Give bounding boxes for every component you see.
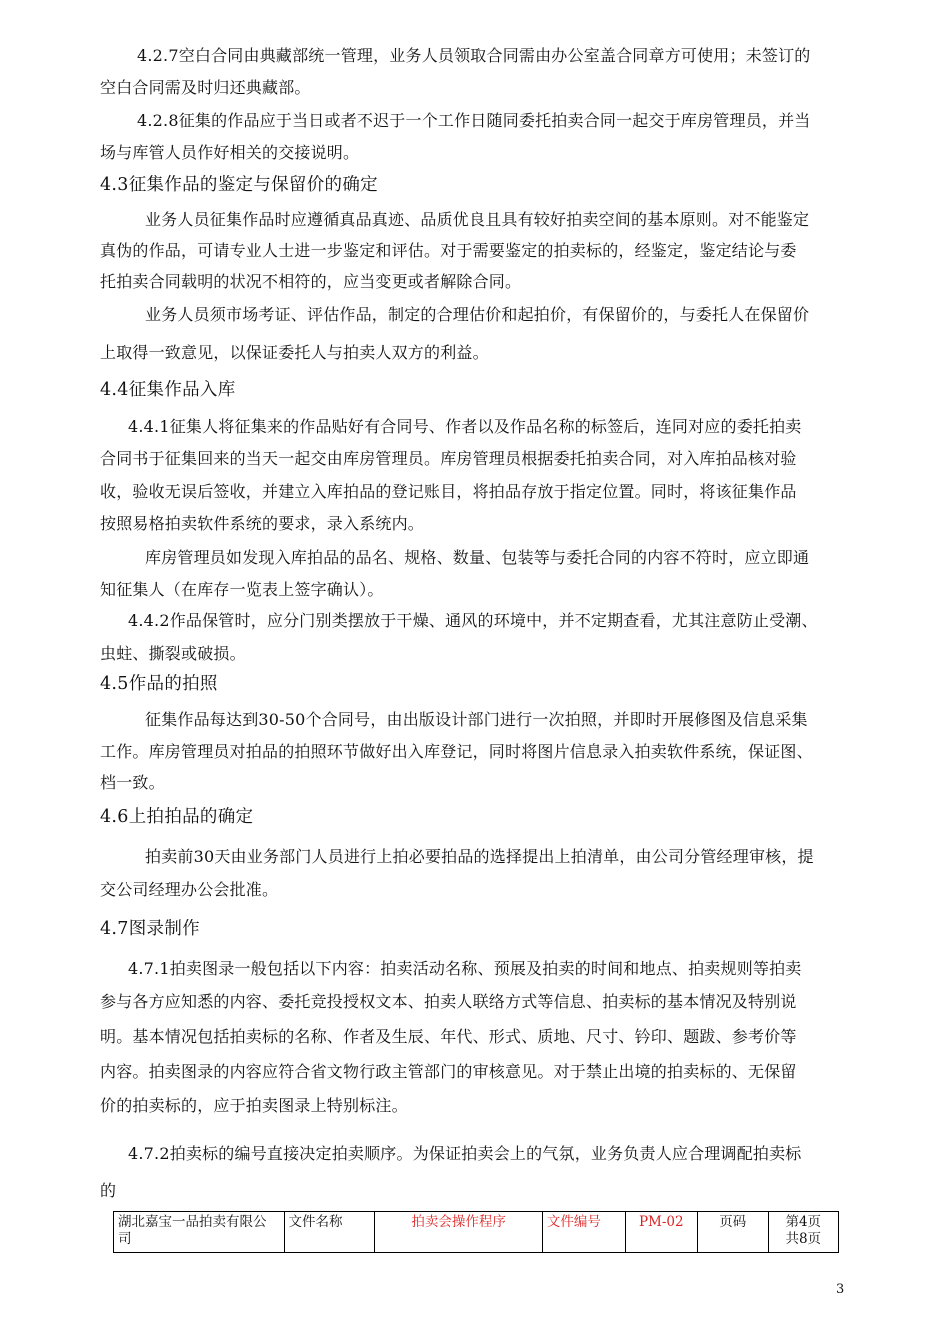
body-line: 上取得一致意见，以保证委托人与拍卖人双方的利益。: [100, 343, 489, 362]
page-number: 3: [836, 1282, 845, 1297]
section-heading: 4.6上拍拍品的确定: [100, 807, 254, 827]
body-line: 内容。拍卖图录的内容应符合省文物行政主管部门的审核意见。对于禁止出境的拍卖标的、无保留: [100, 1062, 797, 1081]
body-line: 4.7.2拍卖标的编号直接决定拍卖顺序。为保证拍卖会上的气氛，业务负责人应合理调配拍卖标: [128, 1144, 802, 1163]
body-line: 业务人员须市场考证、评估作品，制定的合理估价和起拍价，有保留价的，与委托人在保留价: [145, 305, 810, 324]
body-line: 工作。库房管理员对拍品的拍照环节做好出入库登记，同时将图片信息录入拍卖软件系统，保证图、: [100, 742, 813, 761]
body-line: 业务人员征集作品时应遵循真品真迹、品质优良且具有较好拍卖空间的基本原则。对不能鉴定: [145, 210, 810, 229]
section-heading: 4.3征集作品的鉴定与保留价的确定: [100, 175, 378, 195]
page-label: 页码: [698, 1212, 768, 1253]
doc-no-label: 文件编号: [542, 1212, 625, 1253]
body-line: 知征集人（在库存一览表上签字确认）。: [100, 580, 384, 599]
body-line: 托拍卖合同载明的状况不相符的，应当变更或者解除合同。: [100, 272, 522, 291]
company-name: 湖北嘉宝一品拍卖有限公司: [114, 1212, 285, 1253]
body-line: 真伪的作品，可请专业人士进一步鉴定和评估。对于需要鉴定的拍卖标的，经鉴定，鉴定结论与委: [100, 241, 797, 260]
body-line: 空白合同需及时归还典藏部。: [100, 78, 311, 97]
body-line: 档一致。: [100, 773, 165, 792]
body-line: 合同书于征集回来的当天一起交由库房管理员。库房管理员根据委托拍卖合同，对入库拍品核对验: [100, 449, 797, 468]
doc-name-value: 拍卖会操作程序: [375, 1212, 542, 1253]
section-heading: 4.5作品的拍照: [100, 674, 218, 694]
section-heading: 4.7图录制作: [100, 919, 200, 939]
page-info: [768, 1212, 839, 1253]
page-total: 共8页: [785, 1231, 822, 1247]
body-line: 场与库管人员作好相关的交接说明。: [100, 143, 360, 162]
body-line: 按照易格拍卖软件系统的要求，录入系统内。: [100, 514, 425, 533]
body-line: 的: [100, 1181, 117, 1200]
body-line: 4.4.1征集人将征集来的作品贴好有合同号、作者以及作品名称的标签后，连同对应的委托拍卖: [128, 417, 802, 436]
body-line: 4.4.2作品保管时，应分门别类摆放于干燥、通风的环境中，并不定期查看，尤其注意防止受潮、: [128, 611, 818, 630]
body-line: 交公司经理办公会批准。: [100, 880, 279, 899]
body-line: 明。基本情况包括拍卖标的名称、作者及生辰、年代、形式、质地、尺寸、钤印、题跋、参考价等: [100, 1027, 797, 1046]
doc-name-label: 文件名称: [284, 1212, 375, 1253]
body-line: 征集作品每达到30-50个合同号，由出版设计部门进行一次拍照，并即时开展修图及信息采集: [145, 710, 808, 729]
body-line: 虫蛀、撕裂或破损。: [100, 644, 246, 663]
body-line: 收，验收无误后签收，并建立入库拍品的登记账目，将拍品存放于指定位置。同时，将该征集作品: [100, 482, 797, 501]
doc-no-value: PM-02: [625, 1212, 698, 1253]
body-line: 4.2.7空白合同由典藏部统一管理，业务人员领取合同需由办公室盖合同章方可使用；未签订的: [137, 46, 811, 65]
document-footer-table: [113, 1211, 839, 1253]
body-line: 拍卖前30天由业务部门人员进行上拍必要拍品的选择提出上拍清单，由公司分管经理审核，提: [145, 847, 814, 866]
section-heading: 4.4征集作品入库: [100, 380, 236, 400]
page-current: 第4页: [785, 1214, 822, 1230]
body-line: 价的拍卖标的，应于拍卖图录上特别标注。: [100, 1096, 408, 1115]
body-line: 库房管理员如发现入库拍品的品名、规格、数量、包装等与委托合同的内容不符时，应立即通: [145, 548, 810, 567]
body-line: 参与各方应知悉的内容、委托竞投授权文本、拍卖人联络方式等信息、拍卖标的基本情况及特别说: [100, 992, 797, 1011]
body-line: 4.7.1拍卖图录一般包括以下内容：拍卖活动名称、预展及拍卖的时间和地点、拍卖规则等拍卖: [128, 959, 802, 978]
body-line: 4.2.8征集的作品应于当日或者不迟于一个工作日随同委托拍卖合同一起交于库房管理员，并当: [137, 111, 811, 130]
